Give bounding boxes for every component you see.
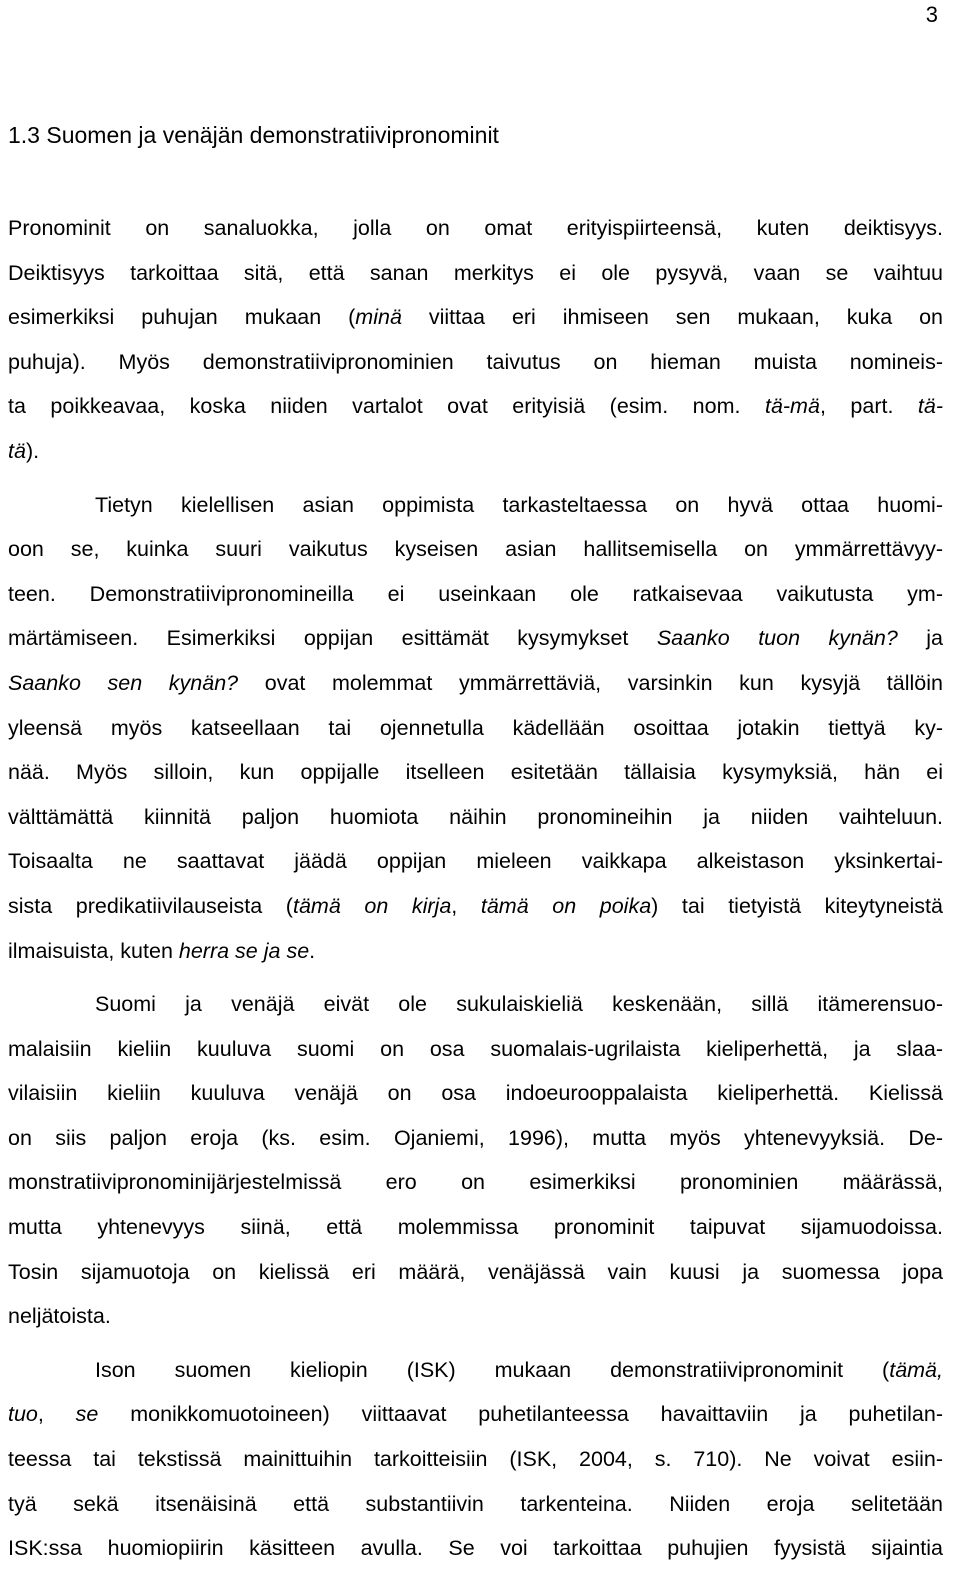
italic-term: Saanko sen kynän? — [8, 670, 239, 695]
text-line: märtämiseen. Esimerkiksi oppijan esittämät kysymykset Saanko tuon kynän? ja — [8, 626, 943, 651]
text-line: välttämättä kiinnitä paljon huomiota näihin pronomineihin ja niiden vaihteluun. — [8, 804, 943, 829]
text-line: ISK:ssa huomiopiirin käsitteen avulla. Se voi tarkoittaa puhujien fyysistä sijaintia — [8, 1536, 943, 1561]
text-line: ilmaisuista, kuten herra se ja se. — [8, 938, 316, 963]
italic-term: tämä on poika — [480, 893, 652, 918]
italic-term: tämä on kirja — [292, 893, 452, 918]
text-line: vilaisiin kieliin kuuluva venäjä on osa indoeurooppalaista kieliperhettä. Kielissä — [8, 1081, 943, 1106]
body-text — [8, 206, 943, 1571]
text-line: teessa tai tekstissä mainittuihin tarkoitteisiin (ISK, 2004, s. 710). Ne voivat esiin- — [8, 1447, 943, 1472]
italic-term: tämä, — [889, 1357, 943, 1382]
text-line: yleensä myös katseellaan tai ojennetulla kädellään osoittaa jotakin tiettyä ky- — [8, 715, 943, 740]
text-line: Saanko sen kynän? ovat molemmat ymmärrettäviä, varsinkin kun kysyjä tällöin — [8, 670, 943, 695]
text-line: Tietyn kielellisen asian oppimista tarkasteltaessa on hyvä ottaa huomi- — [95, 492, 943, 517]
italic-term: herra se ja se — [178, 938, 310, 963]
text-line: Toisaalta ne saattavat jäädä oppijan mieleen vaikkapa alkeistason yksinkertai- — [8, 849, 943, 874]
text-line: malaisiin kieliin kuuluva suomi on osa suomalais-ugrilaista kieliperhettä, ja slaa- — [8, 1036, 943, 1061]
text-line: Pronominit on sanaluokka, jolla on omat erityispiirteensä, kuten deiktisyys. — [8, 216, 943, 240]
text-line: tä). — [8, 438, 40, 463]
text-line: ta poikkeavaa, koska niiden vartalot ovat erityisiä (esim. nom. tä-mä, part. tä- — [8, 394, 943, 419]
text-line: esimerkiksi puhujan mukaan (minä viittaa eri ihmiseen sen mukaan, kuka on — [8, 305, 943, 330]
text-line: on siis paljon eroja (ks. esim. Ojaniemi, 1996), mutta myös yhtenevyyksiä. De- — [8, 1125, 943, 1150]
text-line: sista predikatiivilauseista (tämä on kirja, tämä on poika) tai tietyistä kiteytyneistä — [8, 893, 943, 918]
text-line: Ison suomen kieliopin (ISK) mukaan demonstratiivipronominit (tämä, — [95, 1357, 943, 1382]
text-line: mutta yhtenevyys siinä, että molemmissa pronominit taipuvat sijamuodoissa. — [8, 1215, 943, 1240]
italic-term: tä-mä — [764, 394, 820, 419]
section-heading: 1.3 Suomen ja venäjän demonstratiivipronominit — [8, 122, 499, 148]
italic-term: tuo — [8, 1402, 38, 1427]
text-line: nää. Myös silloin, kun oppijalle itselleen esitetään tällaisia kysymyksiä, hän ei — [8, 760, 943, 785]
italic-term: se — [75, 1402, 99, 1427]
text-line: oon se, kuinka suuri vaikutus kyseisen asian hallitsemisella on ymmärrettävyy- — [8, 537, 943, 562]
text-line: Tosin sijamuotoja on kielissä eri määrä, venäjässä vain kuusi ja suomessa jopa — [8, 1259, 943, 1284]
italic-term: tä — [8, 438, 26, 463]
page-number: 3 — [925, 2, 938, 27]
text-line: tyä sekä itsenäisinä että substantiivin tarkenteina. Niiden eroja selitetään — [8, 1491, 943, 1516]
italic-term: Saanko tuon kynän? — [656, 626, 898, 651]
text-line: puhuja). Myös demonstratiivipronominien taivutus on hieman muista nomineis- — [8, 349, 943, 374]
text-line: teen. Demonstratiivipronomineilla ei useinkaan ole ratkaisevaa vaikutusta ym- — [8, 581, 943, 606]
text-line: Deiktisyys tarkoittaa sitä, että sanan merkitys ei ole pysyvä, vaan se vaihtuu — [8, 260, 943, 285]
text-line: Suomi ja venäjä eivät ole sukulaiskieliä keskenään, sillä itämerensuo- — [95, 992, 943, 1017]
text-line: tuo, se monikkomuotoineen) viittaavat puhetilanteessa havaittaviin ja puhetilan- — [8, 1402, 943, 1427]
text-line: neljätoista. — [8, 1304, 111, 1329]
italic-term: minä — [355, 305, 402, 330]
text-line: monstratiivipronominijärjestelmissä ero on esimerkiksi pronominien määrässä, — [8, 1170, 943, 1195]
italic-term: tä- — [917, 394, 943, 419]
